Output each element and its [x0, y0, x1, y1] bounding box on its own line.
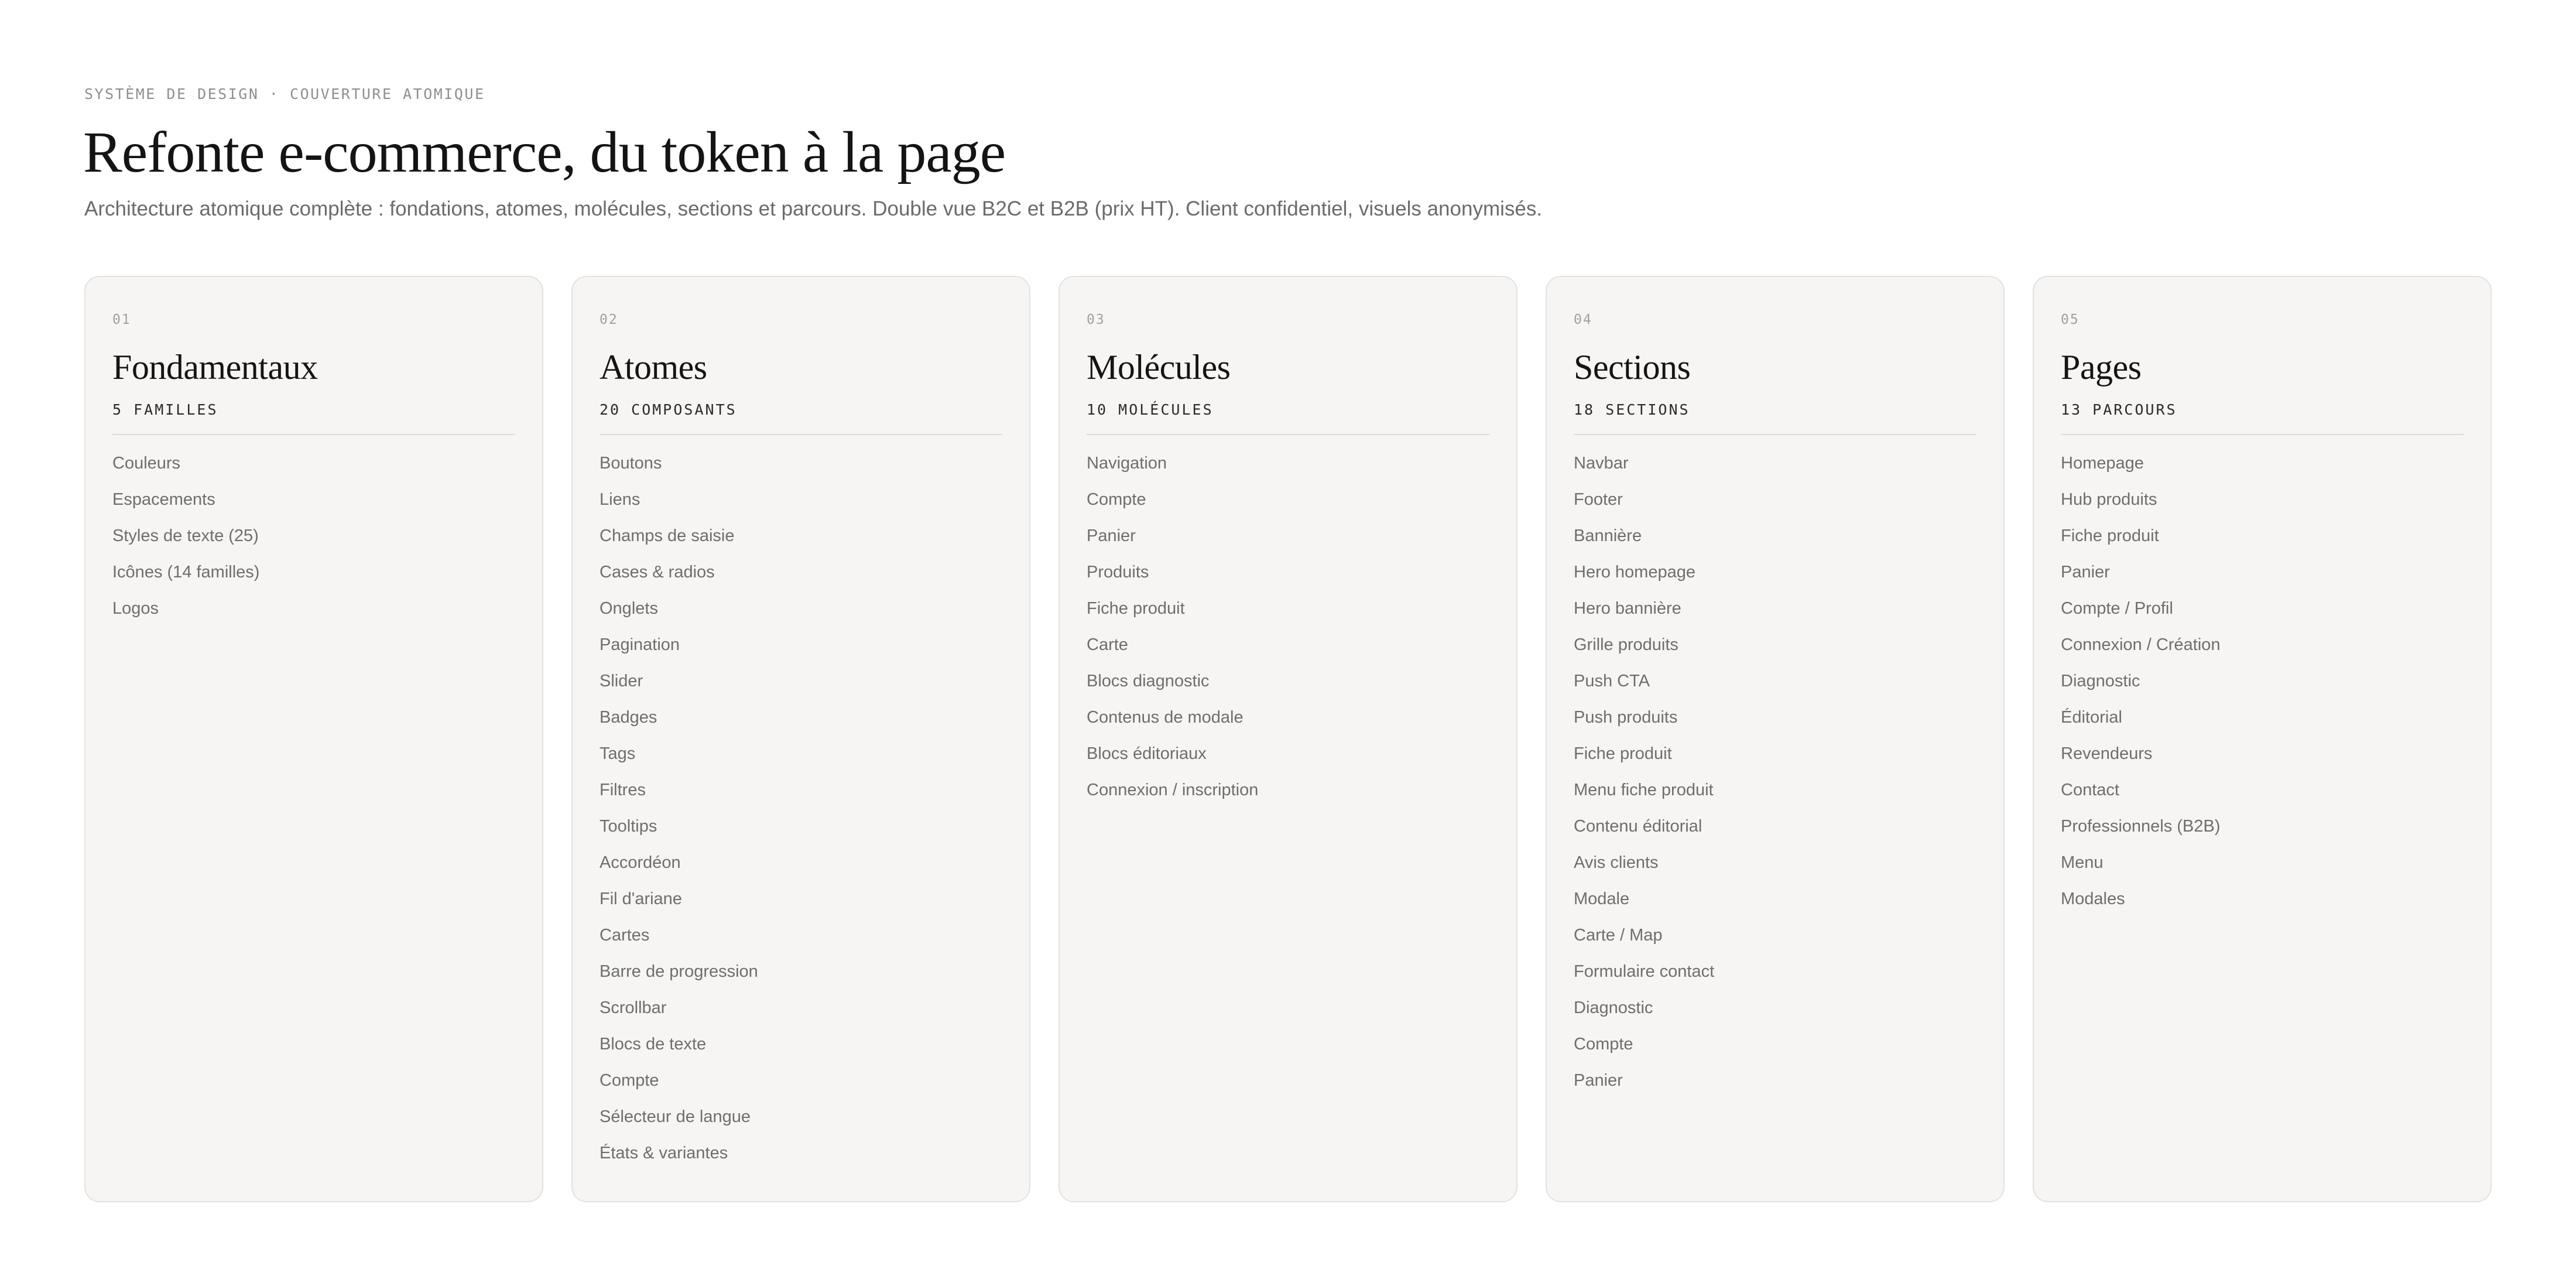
list-item: Espacements — [112, 490, 215, 509]
list-item: Navbar — [1574, 454, 1629, 473]
card-pages — [2033, 276, 2492, 1202]
list-item: Diagnostic — [2061, 672, 2140, 690]
list-item: Produits — [1087, 563, 1149, 582]
list-item: Footer — [1574, 490, 1623, 509]
list-item: Push produits — [1574, 708, 1678, 727]
list-item: Couleurs — [112, 454, 181, 473]
list-item: Onglets — [600, 599, 658, 618]
list-item: Pagination — [600, 635, 680, 654]
page-subtitle: Architecture atomique complète : fondations, atomes, molécules, sections et parcours. Double vue B2C et B2B (prix HT). Client confidentiel, visuels anonymisés. — [84, 197, 1543, 220]
list-item: Professionnels (B2B) — [2061, 817, 2221, 836]
card-count: 5 FAMILLES — [112, 401, 218, 418]
card-divider — [600, 434, 1002, 435]
list-item: Champs de saisie — [600, 526, 735, 545]
list-item: Compte — [1087, 490, 1146, 509]
list-item: Avis clients — [1574, 853, 1659, 872]
list-item: Styles de texte (25) — [112, 526, 259, 545]
list-item: Fiche produit — [1574, 744, 1672, 763]
list-item: Blocs de texte — [600, 1035, 707, 1054]
list-item: Filtres — [600, 781, 646, 799]
list-item: Modales — [2061, 890, 2125, 908]
list-item: Revendeurs — [2061, 744, 2153, 763]
list-item: Compte — [600, 1071, 659, 1090]
card-number: 05 — [2061, 312, 2080, 327]
list-item: Modale — [1574, 890, 1630, 908]
card-molecules — [1059, 276, 1517, 1202]
list-item: Cases & radios — [600, 563, 715, 582]
card-number: 03 — [1087, 312, 1105, 327]
list-item: Homepage — [2061, 454, 2144, 473]
list-item: Tags — [600, 744, 636, 763]
page-title: Refonte e-commerce, du token à la page — [83, 119, 1006, 184]
card-title: Atomes — [600, 348, 707, 387]
list-item: Diagnostic — [1574, 998, 1653, 1017]
card-divider — [112, 434, 515, 435]
list-item: Blocs éditoriaux — [1087, 744, 1207, 763]
list-item: Liens — [600, 490, 640, 509]
list-item: Hero bannière — [1574, 599, 1681, 618]
list-item: Slider — [600, 672, 643, 690]
card-title: Molécules — [1087, 348, 1231, 387]
card-sections — [1546, 276, 2005, 1202]
list-item: Barre de progression — [600, 962, 758, 981]
list-item: Blocs diagnostic — [1087, 672, 1210, 690]
card-count: 10 MOLÉCULES — [1087, 401, 1214, 418]
list-item: Cartes — [600, 926, 650, 945]
list-item: États & variantes — [600, 1144, 728, 1162]
list-item: Contenus de modale — [1087, 708, 1244, 727]
list-item: Connexion / inscription — [1087, 781, 1259, 799]
list-item: Scrollbar — [600, 998, 667, 1017]
list-item: Panier — [1087, 526, 1136, 545]
card-count: 13 PARCOURS — [2061, 401, 2177, 418]
card-item-list — [1087, 452, 1489, 815]
card-title: Fondamentaux — [112, 348, 318, 387]
list-item: Panier — [2061, 563, 2110, 582]
card-divider — [1087, 434, 1489, 435]
list-item: Sélecteur de langue — [600, 1107, 751, 1126]
list-item: Contenu éditorial — [1574, 817, 1703, 836]
list-item: Éditorial — [2061, 708, 2122, 727]
card-number: 04 — [1574, 312, 1592, 327]
list-item: Carte / Map — [1574, 926, 1663, 945]
list-item: Badges — [600, 708, 657, 727]
list-item: Hub produits — [2061, 490, 2157, 509]
card-atomes — [571, 276, 1030, 1202]
card-title: Sections — [1574, 348, 1691, 387]
list-item: Fil d'ariane — [600, 890, 682, 908]
list-item: Menu — [2061, 853, 2104, 872]
card-divider — [2061, 434, 2464, 435]
card-item-list — [1574, 452, 1976, 1105]
card-count: 20 COMPOSANTS — [600, 401, 737, 418]
list-item: Panier — [1574, 1071, 1623, 1090]
list-item: Fiche produit — [1087, 599, 1185, 618]
list-item: Connexion / Création — [2061, 635, 2221, 654]
list-item: Contact — [2061, 781, 2119, 799]
list-item: Accordéon — [600, 853, 681, 872]
card-title: Pages — [2061, 348, 2142, 387]
card-number: 01 — [112, 312, 131, 327]
card-item-list — [600, 452, 1002, 1178]
list-item: Boutons — [600, 454, 662, 473]
card-fondamentaux — [84, 276, 543, 1202]
list-item: Logos — [112, 599, 159, 618]
coverage-cards — [84, 276, 2492, 1202]
list-item: Fiche produit — [2061, 526, 2159, 545]
list-item: Bannière — [1574, 526, 1642, 545]
list-item: Push CTA — [1574, 672, 1650, 690]
card-item-list — [2061, 452, 2464, 924]
list-item: Menu fiche produit — [1574, 781, 1714, 799]
card-item-list — [112, 452, 515, 633]
list-item: Compte / Profil — [2061, 599, 2173, 618]
card-count: 18 SECTIONS — [1574, 401, 1690, 418]
list-item: Carte — [1087, 635, 1128, 654]
list-item: Navigation — [1087, 454, 1167, 473]
list-item: Compte — [1574, 1035, 1633, 1054]
list-item: Hero homepage — [1574, 563, 1695, 582]
list-item: Icônes (14 familles) — [112, 563, 260, 582]
list-item: Tooltips — [600, 817, 657, 836]
eyebrow-label: SYSTÈME DE DESIGN · COUVERTURE ATOMIQUE — [84, 85, 485, 102]
card-divider — [1574, 434, 1976, 435]
card-number: 02 — [600, 312, 618, 327]
list-item: Grille produits — [1574, 635, 1678, 654]
list-item: Formulaire contact — [1574, 962, 1715, 981]
